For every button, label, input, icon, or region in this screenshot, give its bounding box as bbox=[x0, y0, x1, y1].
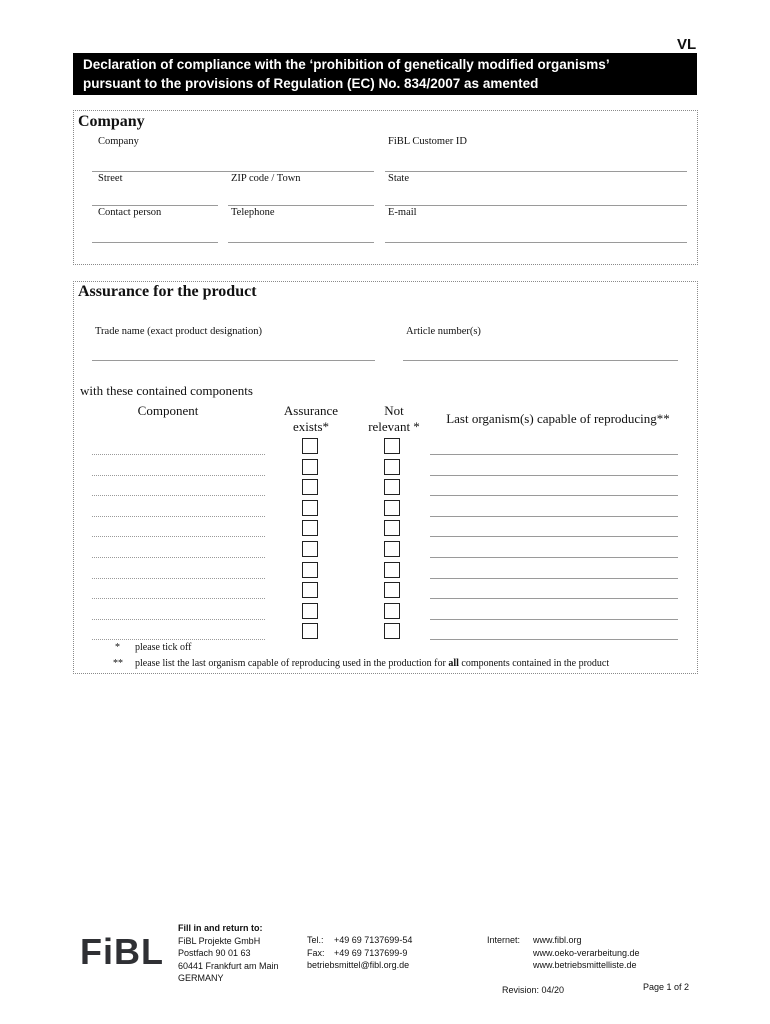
address-line: GERMANY bbox=[178, 973, 224, 983]
last-organism-field[interactable] bbox=[430, 454, 678, 455]
company-field[interactable] bbox=[92, 171, 374, 172]
address-line: FiBL Projekte GmbH bbox=[178, 935, 261, 946]
customer-id-field[interactable] bbox=[385, 171, 687, 172]
url-link[interactable]: www.oeko-verarbeitung.de bbox=[533, 947, 640, 958]
note-2-mark: ** bbox=[113, 658, 123, 669]
assurance-section-title: Assurance for the product bbox=[78, 283, 257, 300]
fax-value: +49 69 7137699-9 bbox=[334, 947, 408, 958]
last-organism-field[interactable] bbox=[430, 516, 678, 517]
url-link[interactable]: www.fibl.org bbox=[533, 935, 582, 945]
component-field[interactable] bbox=[92, 516, 265, 517]
fibl-logo: FiBL bbox=[80, 931, 164, 972]
component-field[interactable] bbox=[92, 619, 265, 620]
zip-town-label: ZIP code / Town bbox=[231, 173, 301, 184]
state-label: State bbox=[388, 173, 409, 184]
footer-email-link[interactable]: betriebsmittel@fibl.org.de bbox=[307, 960, 410, 970]
last-organism-field[interactable] bbox=[430, 495, 678, 496]
address-line: Postfach 90 01 63 bbox=[178, 948, 251, 958]
last-organism-field[interactable] bbox=[430, 536, 678, 537]
not-relevant-checkbox[interactable] bbox=[384, 438, 400, 454]
component-field[interactable] bbox=[92, 639, 265, 640]
assurance-checkbox[interactable] bbox=[302, 500, 318, 516]
trade-name-field[interactable] bbox=[92, 360, 375, 361]
col-last-organism-header: Last organism(s) capable of reproducing** bbox=[446, 411, 670, 426]
not-relevant-checkbox[interactable] bbox=[384, 623, 400, 639]
article-label: Article number(s) bbox=[406, 326, 481, 337]
not-relevant-checkbox[interactable] bbox=[384, 541, 400, 557]
company-label: Company bbox=[98, 136, 139, 147]
company-section-title: Company bbox=[78, 113, 145, 130]
assurance-checkbox[interactable] bbox=[302, 603, 318, 619]
last-organism-field[interactable] bbox=[430, 475, 678, 476]
not-relevant-checkbox[interactable] bbox=[384, 479, 400, 495]
title-line-1: Declaration of compliance with the ‘prohibition of genetically modified organisms’ bbox=[83, 57, 610, 72]
assurance-checkbox[interactable] bbox=[302, 520, 318, 536]
not-relevant-checkbox[interactable] bbox=[384, 459, 400, 475]
email-label: E-mail bbox=[388, 207, 417, 218]
last-organism-field[interactable] bbox=[430, 578, 678, 579]
assurance-checkbox[interactable] bbox=[302, 582, 318, 598]
last-organism-field[interactable] bbox=[430, 619, 678, 620]
fax-label: Fax: bbox=[307, 947, 325, 958]
article-field[interactable] bbox=[403, 360, 678, 361]
not-relevant-checkbox[interactable] bbox=[384, 582, 400, 598]
telephone-label: Telephone bbox=[231, 207, 275, 218]
component-field[interactable] bbox=[92, 557, 265, 558]
note-2-text: please list the last organism capable of reproducing used in the production for all components contained in the product bbox=[135, 658, 610, 669]
component-field[interactable] bbox=[92, 578, 265, 579]
component-field[interactable] bbox=[92, 598, 265, 599]
return-block bbox=[178, 922, 279, 985]
component-field[interactable] bbox=[92, 475, 265, 476]
assurance-checkbox[interactable] bbox=[302, 562, 318, 578]
internet-label: Internet: bbox=[487, 935, 521, 945]
assurance-checkbox[interactable] bbox=[302, 459, 318, 475]
assurance-checkbox[interactable] bbox=[302, 623, 318, 639]
component-field[interactable] bbox=[92, 495, 265, 496]
url-block bbox=[533, 934, 640, 972]
components-intro: with these contained components bbox=[80, 383, 253, 398]
assurance-checkbox[interactable] bbox=[302, 479, 318, 495]
component-field[interactable] bbox=[92, 536, 265, 537]
note-1-text: please tick off bbox=[135, 642, 192, 653]
col-not-relevant-header: Not relevant * bbox=[368, 403, 420, 434]
email-field[interactable] bbox=[385, 242, 687, 243]
zip-town-field[interactable] bbox=[228, 205, 374, 206]
contact-field[interactable] bbox=[92, 242, 218, 243]
street-field[interactable] bbox=[92, 205, 218, 206]
last-organism-field[interactable] bbox=[430, 598, 678, 599]
tel-value: +49 69 7137699-54 bbox=[334, 935, 413, 945]
note-1-mark: * bbox=[115, 642, 120, 653]
component-field[interactable] bbox=[92, 454, 265, 455]
url-link[interactable]: www.betriebsmittelliste.de bbox=[533, 960, 637, 970]
assurance-checkbox[interactable] bbox=[302, 438, 318, 454]
not-relevant-checkbox[interactable] bbox=[384, 520, 400, 536]
customer-id-label: FiBL Customer ID bbox=[388, 136, 467, 147]
form-code: VL bbox=[677, 36, 697, 53]
assurance-checkbox[interactable] bbox=[302, 541, 318, 557]
telephone-field[interactable] bbox=[228, 242, 374, 243]
state-field[interactable] bbox=[385, 205, 687, 206]
title-line-2: pursuant to the provisions of Regulation (EC) No. 834/2007 as amented bbox=[83, 76, 539, 91]
page-number: Page 1 of 2 bbox=[643, 982, 690, 992]
trade-name-label: Trade name (exact product designation) bbox=[95, 326, 262, 337]
not-relevant-checkbox[interactable] bbox=[384, 603, 400, 619]
contact-label: Contact person bbox=[98, 207, 162, 218]
col-component-header: Component bbox=[137, 403, 199, 418]
contact-block bbox=[307, 934, 412, 972]
last-organism-field[interactable] bbox=[430, 557, 678, 558]
street-label: Street bbox=[98, 173, 123, 184]
tel-label: Tel.: bbox=[307, 935, 324, 945]
revision: Revision: 04/20 bbox=[502, 985, 565, 995]
not-relevant-checkbox[interactable] bbox=[384, 500, 400, 516]
col-assurance-header: Assurance exists* bbox=[283, 403, 339, 434]
not-relevant-checkbox[interactable] bbox=[384, 562, 400, 578]
title-bar bbox=[73, 53, 697, 95]
last-organism-field[interactable] bbox=[430, 639, 678, 640]
address-line: 60441 Frankfurt am Main bbox=[178, 960, 279, 971]
return-label: Fill in and return to: bbox=[178, 923, 263, 933]
